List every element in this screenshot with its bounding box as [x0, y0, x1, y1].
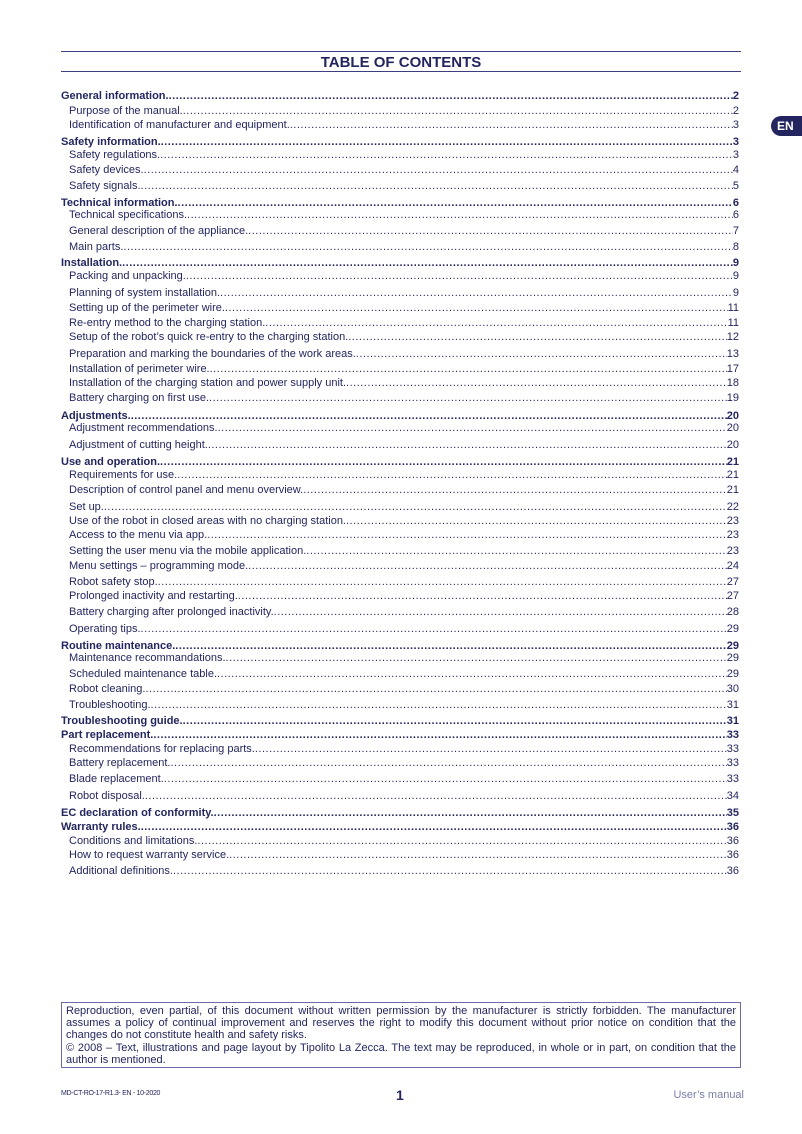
- dot-leader: [220, 287, 733, 300]
- toc-subsection-entry[interactable]: [69, 790, 739, 803]
- toc-entry-label: Technical information.: [61, 197, 178, 209]
- toc-entry-page: 5: [732, 180, 739, 192]
- toc-entry-page: 36: [726, 865, 739, 877]
- dot-leader: [248, 560, 727, 573]
- toc-entry-label: Battery replacement.: [69, 757, 171, 769]
- toc-entry-page: 11: [727, 302, 739, 314]
- dot-leader: [255, 743, 727, 756]
- dot-leader: [160, 149, 733, 162]
- toc-entry-page: 3: [732, 136, 739, 148]
- dot-leader: [171, 757, 727, 770]
- toc-section-entry[interactable]: [61, 715, 739, 728]
- toc-subsection-entry[interactable]: [69, 164, 739, 177]
- toc-entry-label: Requirements for use.: [69, 469, 178, 481]
- toc-entry-page: 21: [726, 469, 739, 481]
- toc-entry-page: 3: [732, 119, 739, 131]
- toc-entry-label: Adjustment recommendations.: [69, 422, 218, 434]
- toc-entry-label: Safety information.: [61, 136, 161, 148]
- toc-entry-page: 29: [726, 668, 739, 680]
- toc-entry-page: 23: [726, 515, 739, 527]
- toc-entry-page: 2: [732, 90, 739, 102]
- dot-leader: [187, 209, 733, 222]
- toc-entry-page: 27: [726, 590, 739, 602]
- dot-leader: [229, 849, 727, 862]
- dot-leader: [160, 456, 727, 469]
- toc-section-entry[interactable]: [61, 257, 739, 270]
- notice-paragraph: © 2008 – Text, illustrations and page layout by Tipolito La Zecca. The text may be reproduced, in whole or in part, on condition that the author is mentioned.: [66, 1041, 736, 1066]
- toc-subsection-entry[interactable]: [69, 849, 739, 862]
- toc-entry-label: Installation of the charging station and power supply unit.: [69, 377, 347, 389]
- toc-subsection-entry[interactable]: [69, 149, 739, 162]
- toc-entry-page: 36: [726, 821, 739, 833]
- toc-subsection-entry[interactable]: [69, 835, 739, 848]
- toc-entry-page: 31: [726, 699, 739, 711]
- toc-entry-label: Planning of system installation.: [69, 287, 221, 299]
- toc-entry-page: 20: [726, 439, 739, 451]
- toc-entry-page: 19: [726, 392, 739, 404]
- toc-entry-label: Scheduled maintenance table.: [69, 668, 217, 680]
- dot-leader: [208, 439, 727, 452]
- language-badge: EN: [771, 116, 802, 136]
- dot-leader: [209, 392, 727, 405]
- toc-entry-label: Technical specifications.: [69, 209, 188, 221]
- dot-leader: [197, 835, 726, 848]
- toc-subsection-entry[interactable]: [69, 392, 739, 405]
- dot-leader: [218, 422, 727, 435]
- toc-subsection-entry[interactable]: [69, 683, 739, 696]
- toc-entry-label: Additional definitions.: [69, 865, 173, 877]
- toc-entry-label: Installation of perimeter wire.: [69, 363, 210, 375]
- toc-entry-label: Safety regulations.: [69, 149, 161, 161]
- dot-leader: [144, 164, 733, 177]
- toc-entry-page: 21: [726, 484, 739, 496]
- dot-leader: [151, 699, 727, 712]
- toc-entry-page: 20: [726, 410, 739, 422]
- toc-entry-label: Re-entry method to the charging station.: [69, 317, 266, 329]
- toc-entry-label: Setting the user menu via the mobile application.: [69, 545, 307, 557]
- toc-entry-page: 36: [726, 835, 739, 847]
- dot-leader: [217, 668, 727, 681]
- toc-entry-page: 7: [732, 225, 739, 237]
- toc-entry-page: 6: [732, 209, 739, 221]
- dot-leader: [303, 484, 727, 497]
- toc-entry-page: 17: [726, 363, 739, 375]
- toc-entry-page: 4: [732, 164, 739, 176]
- toc-entry-page: 21: [726, 456, 739, 468]
- dot-leader: [214, 807, 727, 820]
- copyright-notice: [61, 1002, 741, 1068]
- notice-paragraph: Reproduction, even partial, of this document without written permission by the manufacturer is strictly forbidden. The manufacturer assumes a policy of continual improvement and reserves the right to modify this document without prior notice on condition that the changes do not constitute health and safety risks.: [66, 1005, 736, 1042]
- toc-entry-label: General information.: [61, 90, 169, 102]
- dot-leader: [161, 136, 733, 149]
- toc-entry-label: Part replacement.: [61, 729, 154, 741]
- toc-entry-label: Battery charging on first use.: [69, 392, 210, 404]
- toc-entry-label: Description of control panel and menu overview.: [69, 484, 304, 496]
- toc-entry-label: Warranty rules.: [61, 821, 141, 833]
- dot-leader: [158, 576, 727, 589]
- document-code: MD-CT-RO-17-R1.3- EN - 10-2020: [61, 1090, 161, 1097]
- dot-leader: [141, 821, 727, 834]
- dot-leader: [104, 501, 727, 514]
- toc-entry-label: Prolonged inactivity and restarting.: [69, 590, 238, 602]
- dot-leader: [183, 105, 733, 118]
- toc-entry-page: 18: [726, 377, 739, 389]
- toc-subsection-entry[interactable]: [69, 865, 739, 878]
- dot-leader: [238, 590, 727, 603]
- dot-leader: [225, 302, 728, 315]
- toc-entry-label: Identification of manufacturer and equipment.: [69, 119, 290, 131]
- toc-subsection-entry[interactable]: [69, 105, 739, 118]
- toc-subsection-entry[interactable]: [69, 576, 739, 589]
- toc-entry-label: General description of the appliance.: [69, 225, 249, 237]
- toc-entry-label: Preparation and marking the boundaries of the work areas.: [69, 348, 356, 360]
- toc-subsection-entry[interactable]: [69, 515, 739, 528]
- dot-leader: [141, 623, 727, 636]
- toc-entry-page: 6: [732, 197, 739, 209]
- dot-leader: [306, 545, 726, 558]
- toc-subsection-entry[interactable]: [69, 377, 739, 390]
- toc-section-entry[interactable]: [61, 136, 739, 149]
- toc-entry-label: Blade replacement.: [69, 773, 164, 785]
- toc-subsection-entry[interactable]: [69, 363, 739, 376]
- toc-entry-page: 2: [732, 105, 739, 117]
- toc-entry-label: Operating tips.: [69, 623, 141, 635]
- toc-entry-page: 29: [726, 623, 739, 635]
- manual-label: User’s manual: [673, 1089, 744, 1101]
- dot-leader: [265, 317, 727, 330]
- toc-entry-label: Adjustment of cutting height.: [69, 439, 208, 451]
- toc-subsection-entry[interactable]: [69, 699, 739, 712]
- dot-leader: [177, 469, 727, 482]
- toc-entry-page: 28: [726, 606, 739, 618]
- toc-subsection-entry[interactable]: [69, 652, 739, 665]
- dot-leader: [153, 729, 726, 742]
- toc-entry-label: Safety signals.: [69, 180, 141, 192]
- toc-subsection-entry[interactable]: [69, 606, 739, 619]
- toc-section-entry[interactable]: [61, 90, 739, 103]
- toc-subsection-entry[interactable]: [69, 270, 739, 283]
- dot-leader: [122, 257, 733, 270]
- toc-entry-label: Robot cleaning.: [69, 683, 146, 695]
- toc-entry-label: How to request warranty service.: [69, 849, 230, 861]
- page-number: 1: [396, 1087, 404, 1103]
- toc-subsection-entry[interactable]: [69, 241, 739, 254]
- toc-entry-page: 9: [732, 287, 739, 299]
- toc-entry-page: 33: [726, 743, 739, 755]
- toc-entry-label: Packing and unpacking.: [69, 270, 186, 282]
- dot-leader: [290, 119, 733, 132]
- toc-entry-page: 30: [726, 683, 739, 695]
- toc-entry-label: Setup of the robot’s quick re-entry to the charging station.: [69, 331, 349, 343]
- toc-subsection-entry[interactable]: [69, 348, 739, 361]
- toc-subsection-entry[interactable]: [69, 668, 739, 681]
- toc-section-entry[interactable]: [61, 821, 739, 834]
- dot-leader: [145, 683, 726, 696]
- toc-entry-label: EC declaration of conformity.: [61, 807, 214, 819]
- toc-entry-page: 9: [732, 270, 739, 282]
- toc-entry-page: 36: [726, 849, 739, 861]
- dot-leader: [346, 515, 727, 528]
- toc-entry-page: 35: [726, 807, 739, 819]
- toc-subsection-entry[interactable]: [69, 225, 739, 238]
- toc-entry-label: Robot safety stop.: [69, 576, 158, 588]
- dot-leader: [207, 529, 727, 542]
- toc-entry-label: Conditions and limitations.: [69, 835, 198, 847]
- dot-leader: [169, 90, 733, 103]
- toc-entry-page: 9: [732, 257, 739, 269]
- toc-entry-page: 12: [726, 331, 739, 343]
- toc-entry-label: Troubleshooting guide.: [61, 715, 183, 727]
- toc-entry-page: 33: [726, 773, 739, 785]
- dot-leader: [183, 715, 727, 728]
- page-title: TABLE OF CONTENTS: [320, 54, 482, 71]
- toc-subsection-entry[interactable]: [69, 773, 739, 786]
- toc-entry-label: Set up.: [69, 501, 104, 513]
- toc-subsection-entry[interactable]: [69, 331, 739, 344]
- toc-entry-label: Access to the menu via app.: [69, 529, 208, 541]
- toc-entry-page: 22: [726, 501, 739, 513]
- toc-entry-label: Robot disposal.: [69, 790, 145, 802]
- toc-subsection-entry[interactable]: [69, 469, 739, 482]
- toc-entry-page: 3: [732, 149, 739, 161]
- toc-subsection-entry[interactable]: [69, 757, 739, 770]
- toc-entry-page: 13: [726, 348, 739, 360]
- toc-entry-page: 24: [726, 560, 739, 572]
- dot-leader: [274, 606, 727, 619]
- toc-subsection-entry[interactable]: [69, 180, 739, 193]
- toc-subsection-entry[interactable]: [69, 623, 739, 636]
- toc-subsection-entry[interactable]: [69, 119, 739, 132]
- toc-subsection-entry[interactable]: [69, 560, 739, 573]
- toc-entry-page: 33: [726, 757, 739, 769]
- toc-section-entry[interactable]: [61, 807, 739, 820]
- toc-subsection-entry[interactable]: [69, 209, 739, 222]
- dot-leader: [356, 348, 727, 361]
- toc-entry-page: 20: [726, 422, 739, 434]
- toc-subsection-entry[interactable]: [69, 501, 739, 514]
- toc-subsection-entry[interactable]: [69, 743, 739, 756]
- toc-section-entry[interactable]: [61, 456, 739, 469]
- dot-leader: [141, 180, 733, 193]
- dot-leader: [248, 225, 733, 238]
- toc-entry-label: Purpose of the manual.: [69, 105, 183, 117]
- toc-entry-label: Maintenance recommandations.: [69, 652, 226, 664]
- toc-entry-page: 11: [727, 317, 739, 329]
- dot-leader: [145, 790, 727, 803]
- toc-subsection-entry[interactable]: [69, 529, 739, 542]
- toc-entry-page: 29: [726, 640, 739, 652]
- toc-subsection-entry[interactable]: [69, 590, 739, 603]
- toc-entry-label: Main parts.: [69, 241, 124, 253]
- dot-leader: [186, 270, 733, 283]
- toc-entry-page: 27: [726, 576, 739, 588]
- toc-entry-page: 8: [732, 241, 739, 253]
- toc-entry-label: Installation.: [61, 257, 123, 269]
- dot-leader: [210, 363, 727, 376]
- toc-entry-label: Safety devices.: [69, 164, 144, 176]
- dot-leader: [173, 865, 727, 878]
- toc-entry-page: 23: [726, 529, 739, 541]
- toc-subsection-entry[interactable]: [69, 422, 739, 435]
- toc-subsection-entry[interactable]: [69, 317, 739, 330]
- toc-section-entry[interactable]: [61, 729, 739, 742]
- toc-entry-label: Routine maintenance.: [61, 640, 176, 652]
- dot-leader: [348, 331, 727, 344]
- toc-subsection-entry[interactable]: [69, 545, 739, 558]
- toc-entry-label: Recommendations for replacing parts.: [69, 743, 255, 755]
- toc-subsection-entry[interactable]: [69, 484, 739, 497]
- toc-entry-label: Use and operation.: [61, 456, 161, 468]
- toc-entry-page: 29: [726, 652, 739, 664]
- dot-leader: [164, 773, 727, 786]
- toc-entry-label: Battery charging after prolonged inactivity.: [69, 606, 274, 618]
- dot-leader: [226, 652, 727, 665]
- toc-subsection-entry[interactable]: [69, 287, 739, 300]
- toc-entry-label: Adjustments.: [61, 410, 131, 422]
- toc-entry-label: Setting up of the perimeter wire.: [69, 302, 225, 314]
- toc-entry-label: Menu settings – programming mode.: [69, 560, 249, 572]
- toc-entry-label: Troubleshooting.: [69, 699, 151, 711]
- toc-entry-page: 33: [726, 729, 739, 741]
- toc-entry-page: 34: [726, 790, 739, 802]
- dot-leader: [346, 377, 727, 390]
- toc-entry-label: Use of the robot in closed areas with no charging station.: [69, 515, 346, 527]
- toc-subsection-entry[interactable]: [69, 302, 739, 315]
- toc-entry-page: 31: [726, 715, 739, 727]
- dot-leader: [123, 241, 732, 254]
- toc-entry-page: 23: [726, 545, 739, 557]
- toc-subsection-entry[interactable]: [69, 439, 739, 452]
